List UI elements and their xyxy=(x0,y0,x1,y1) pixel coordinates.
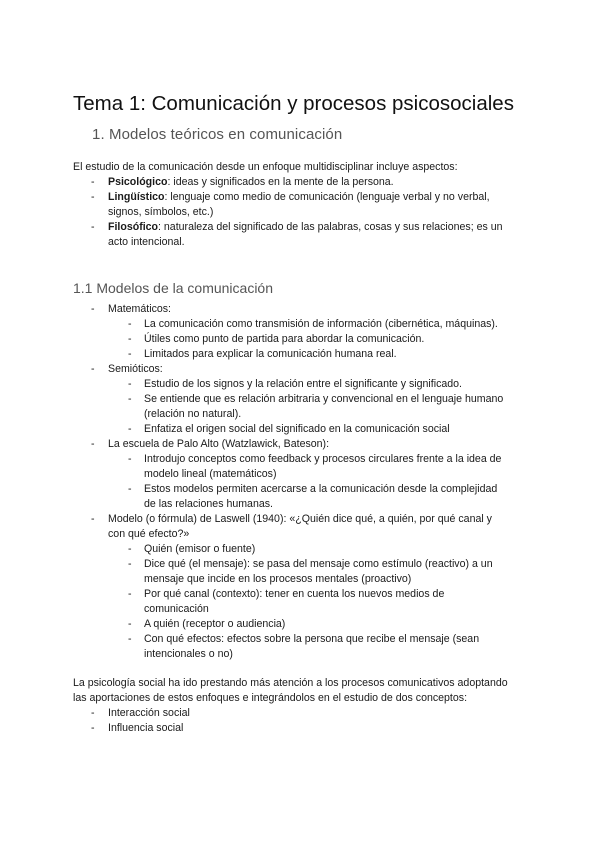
bullet-dash: - xyxy=(128,483,132,495)
model-item: Se entiende que es relación arbitraria y convencional en el lenguaje humano xyxy=(144,393,504,405)
bullet-dash: - xyxy=(128,378,132,390)
bullet-dash: - xyxy=(128,348,132,360)
model-item: Dice qué (el mensaje): se pasa del mensaje como estímulo (reactivo) a un xyxy=(144,558,493,570)
model-name-continued: con qué efecto?» xyxy=(108,528,190,540)
model-item-continued: modelo lineal (matemáticos) xyxy=(144,468,277,480)
aspect-desc-continued: signos, símbolos, etc.) xyxy=(108,206,214,218)
bullet-dash: - xyxy=(91,363,95,375)
model-item-continued: de las relaciones humanas. xyxy=(144,498,273,510)
model-item: A quién (receptor o audiencia) xyxy=(144,618,286,630)
bullet-dash: - xyxy=(128,393,132,405)
model-item: La comunicación como transmisión de información (cibernética, máquinas). xyxy=(144,318,498,330)
aspect-term: Filosófico xyxy=(108,221,159,233)
bullet-dash: - xyxy=(128,633,132,645)
model-item-continued: comunicación xyxy=(144,603,209,615)
subtitle-text: Modelos teóricos en comunicación xyxy=(109,126,343,143)
model-item: Enfatiza el origen social del significado en la comunicación social xyxy=(144,423,450,435)
aspect-filosofico xyxy=(108,220,503,235)
page-title: Tema 1: Comunicación y procesos psicosociales xyxy=(73,92,514,115)
subtitle xyxy=(92,126,342,143)
bullet-dash: - xyxy=(128,543,132,555)
aspect-linguistico xyxy=(108,190,490,205)
model-item: Estos modelos permiten acercarse a la comunicación desde la complejidad xyxy=(144,483,498,495)
aspect-desc: : ideas y significados en la mente de la persona. xyxy=(167,176,394,188)
model-item: Por qué canal (contexto): tener en cuenta los nuevos medios de xyxy=(144,588,445,600)
model-item: Con qué efectos: efectos sobre la persona que recibe el mensaje (sean xyxy=(144,633,480,645)
bullet-dash: - xyxy=(91,303,95,315)
bullet-dash: - xyxy=(91,176,95,188)
bullet-dash: - xyxy=(91,191,95,203)
bullet-dash: - xyxy=(91,513,95,525)
model-item: Estudio de los signos y la relación entre el significante y significado. xyxy=(144,378,462,390)
bullet-dash: - xyxy=(128,333,132,345)
aspect-desc: : lenguaje como medio de comunicación (lenguaje verbal y no verbal, xyxy=(164,191,490,203)
subtitle-number: 1. xyxy=(92,126,105,143)
model-item-continued: (relación no natural). xyxy=(144,408,242,420)
bullet-dash: - xyxy=(128,453,132,465)
bullet-dash: - xyxy=(91,221,95,233)
model-name: Semióticos: xyxy=(108,363,163,375)
bullet-dash: - xyxy=(128,423,132,435)
bullet-dash: - xyxy=(128,558,132,570)
model-item: Quién (emisor o fuente) xyxy=(144,543,256,555)
model-name: La escuela de Palo Alto (Watzlawick, Bateson): xyxy=(108,438,330,450)
aspect-desc: : naturaleza del significado de las palabras, cosas y sus relaciones; es un xyxy=(158,221,503,233)
concept-item: Influencia social xyxy=(108,722,184,734)
bullet-dash: - xyxy=(128,588,132,600)
section-heading: 1.1 Modelos de la comunicación xyxy=(73,280,274,296)
bullet-dash: - xyxy=(91,722,95,734)
aspect-term: Psicológico xyxy=(108,176,168,188)
bullet-dash: - xyxy=(128,318,132,330)
aspect-term: Lingüístico xyxy=(108,191,165,203)
model-item: Limitados para explicar la comunicación humana real. xyxy=(144,348,397,360)
model-item: Útiles como punto de partida para abordar la comunicación. xyxy=(144,333,425,345)
model-name: Matemáticos: xyxy=(108,303,171,315)
model-name: Modelo (o fórmula) de Laswell (1940): «¿Quién dice qué, a quién, por qué canal y xyxy=(108,513,492,525)
concept-item: Interacción social xyxy=(108,707,190,719)
aspect-desc-continued: acto intencional. xyxy=(108,236,185,248)
bullet-dash: - xyxy=(91,707,95,719)
aspect-psicologico xyxy=(108,175,394,190)
model-item: Introdujo conceptos como feedback y procesos circulares frente a la idea de xyxy=(144,453,502,465)
closing-paragraph: La psicología social ha ido prestando más atención a los procesos comunicativos adoptando xyxy=(73,677,508,689)
model-item-continued: mensaje que incide en los procesos mentales (proactivo) xyxy=(144,573,412,585)
model-item-continued: intencionales o no) xyxy=(144,648,233,660)
bullet-dash: - xyxy=(128,618,132,630)
closing-paragraph-continued: las aportaciones de estos enfoques e integrándolos en el estudio de dos conceptos: xyxy=(73,692,468,704)
intro-paragraph: El estudio de la comunicación desde un enfoque multidisciplinar incluye aspectos: xyxy=(73,161,458,173)
bullet-dash: - xyxy=(91,438,95,450)
